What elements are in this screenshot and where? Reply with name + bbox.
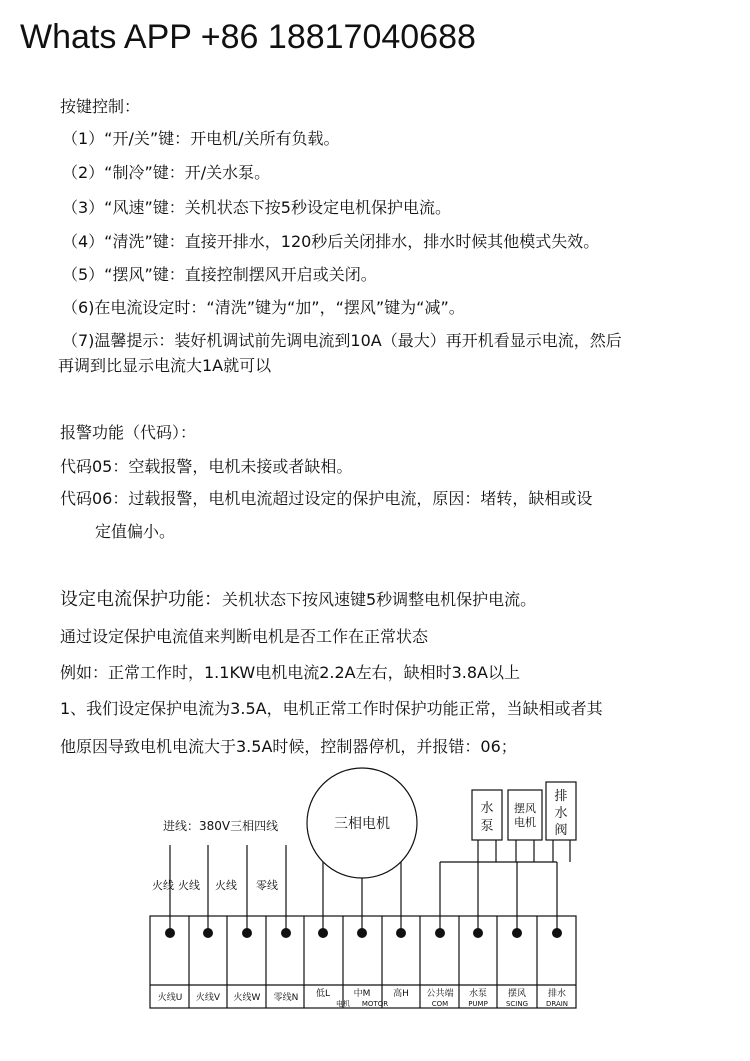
alarm-item-06-cont: 定值偏小。 [95,522,176,541]
terminal-label-v: 火线V [195,993,221,1003]
neutral-label: 零线 [256,879,278,892]
terminal-label-drain: 排水 [547,989,567,999]
key-item-7: （7)温馨提示：装好机调试前先调电流到10A（最大）再开机看显示电流，然后 [62,331,622,350]
fire-label-2: 火线 [178,879,200,892]
pump-box-label: 水 [480,801,494,816]
key-item-7-cont: 再调到比显示电流大1A就可以 [58,356,272,375]
fire-label-1: 火线 [152,879,174,892]
protect-title: 设定电流保护功能： [60,589,222,610]
key-item-5: （5）“摆风”键：直接控制摆风开启或关闭。 [62,265,377,284]
terminal-label-w: 火线W [233,993,261,1003]
terminal-sub-scing: SCING [505,1000,529,1008]
alarm-title: 报警功能（代码）： [60,423,197,442]
key-item-1: （1）“开/关”键：开电机/关所有负载。 [62,129,340,148]
protect-item-1: 通过设定保护电流值来判断电机是否工作在正常状态 [60,627,429,646]
terminal-label-low: 低L [315,989,331,999]
svg-text:电机: 电机 [514,816,536,829]
terminal-sub-pump: PUMP [468,1000,488,1008]
svg-text:泵: 泵 [480,819,494,834]
key-item-3: （3）“风速”键：关机状态下按5秒设定电机保护电流。 [62,198,451,217]
key-item-4: （4）“清洗”键：直接开排水，120秒后关闭排水，排水时候其他模式失效。 [62,232,600,251]
terminal-sub-motor-cn: 电机 [336,1000,350,1008]
svg-text:阀: 阀 [554,823,568,838]
terminal-label-u: 火线U [157,993,183,1003]
input-label: 进线：380V三相四线 [163,819,279,833]
motor-label: 三相电机 [334,816,390,832]
terminal-sub-drain: DRAIN [545,1000,569,1008]
terminal-label-common: 公共端 [426,989,454,999]
terminal-label-pump: 水泵 [468,989,488,999]
alarm-item-05: 代码05：空载报警，电机未接或者缺相。 [60,457,353,476]
key-item-2: （2）“制冷”键：开/关水泵。 [62,163,271,182]
terminal-label-mid: 中M [353,989,371,999]
svg-text:水: 水 [554,806,568,821]
drain-box-label: 排 [554,789,568,804]
protect-item-3: 1、我们设定保护电流为3.5A，电机正常工作时保护功能正常，当缺相或者其 [60,699,603,718]
swing-box-label: 摆风 [514,802,536,815]
protect-title-rest: 关机状态下按风速键5秒调整电机保护电流。 [222,590,537,609]
terminal-sub-com: COM [431,1000,449,1008]
fire-label-3: 火线 [215,879,237,892]
terminal-sub-motor-en: MOTOR [361,1000,389,1008]
key-control-title: 按键控制： [60,97,141,116]
protect-item-4: 他原因导致电机电流大于3.5A时候，控制器停机，并报错：06； [60,737,517,756]
swing-motor-box [508,790,542,840]
terminal-label-swing: 摆风 [507,989,527,999]
protect-item-2: 例如：正常工作时，1.1KW电机电流2.2A左右，缺相时3.8A以上 [60,663,520,682]
contact-header: Whats APP +86 18817040688 [20,18,476,56]
terminal-label-high: 高H [393,989,409,999]
alarm-item-06: 代码06：过载报警，电机电流超过设定的保护电流，原因：堵转，缺相或设 [60,489,593,508]
terminal-label-n: 零线N [273,993,299,1003]
key-item-6: （6)在电流设定时：“清洗”键为“加”，“摆风”键为“减”。 [62,298,465,317]
